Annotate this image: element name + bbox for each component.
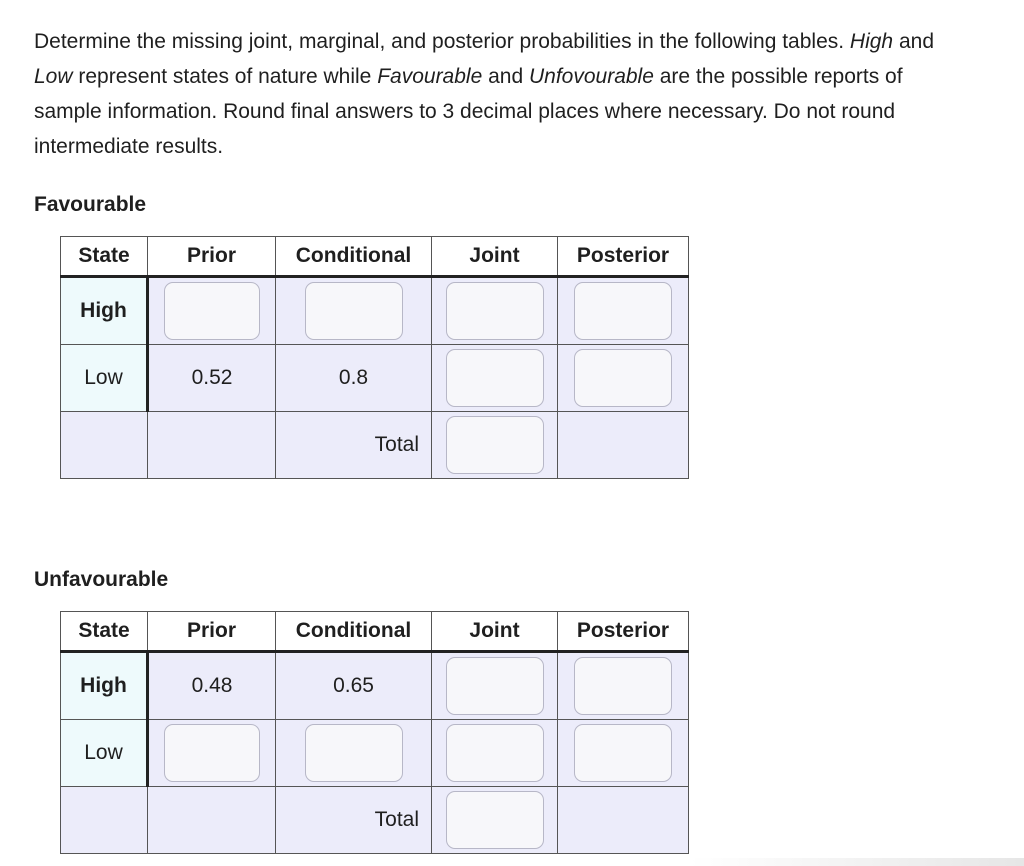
favourable-row-high bbox=[61, 277, 689, 345]
conditional-cell bbox=[276, 277, 432, 345]
instructions-text bbox=[34, 24, 964, 164]
joint-cell bbox=[432, 412, 558, 479]
conditional-cell bbox=[276, 720, 432, 787]
favourable-table bbox=[60, 236, 689, 479]
empty-cell bbox=[148, 412, 276, 479]
instructions-and-2: and bbox=[482, 65, 529, 88]
joint-cell bbox=[432, 720, 558, 787]
state-cell: Low bbox=[61, 720, 148, 787]
posterior-cell bbox=[558, 720, 689, 787]
state-cell: High bbox=[61, 277, 148, 345]
state-cell: Low bbox=[61, 345, 148, 412]
joint-cell bbox=[432, 345, 558, 412]
empty-cell bbox=[148, 787, 276, 854]
instructions-favourable: Favourable bbox=[377, 65, 483, 88]
unfav-high-joint-input[interactable] bbox=[446, 657, 544, 715]
instructions-high: High bbox=[849, 30, 894, 53]
unfavourable-title: Unfavourable bbox=[34, 568, 169, 591]
unfav-low-joint-input[interactable] bbox=[446, 724, 544, 782]
empty-cell bbox=[61, 787, 148, 854]
prior-cell bbox=[148, 720, 276, 787]
instructions-part-3: are the possible reports of sample information. Round final answers to 3 decimal places where necessary. Do not round intermediate results. bbox=[34, 65, 903, 158]
unfavourable-row-high bbox=[61, 652, 689, 720]
header-joint: Joint bbox=[432, 612, 558, 652]
conditional-value: 0.8 bbox=[276, 345, 432, 412]
prior-value: 0.48 bbox=[148, 652, 276, 720]
unfav-total-joint-input[interactable] bbox=[446, 791, 544, 849]
unfav-low-conditional-input[interactable] bbox=[305, 724, 403, 782]
instructions-low: Low bbox=[34, 65, 73, 88]
unfavourable-table bbox=[60, 611, 689, 854]
fav-high-joint-input[interactable] bbox=[446, 282, 544, 340]
favourable-title: Favourable bbox=[34, 193, 147, 216]
fav-low-posterior-input[interactable] bbox=[574, 349, 672, 407]
header-prior: Prior bbox=[148, 237, 276, 277]
header-joint: Joint bbox=[432, 237, 558, 277]
fav-high-conditional-input[interactable] bbox=[305, 282, 403, 340]
instructions-unfavourable: Unfovourable bbox=[528, 65, 654, 88]
total-label: Total bbox=[276, 787, 432, 854]
page-edge-shadow bbox=[690, 858, 1024, 866]
favourable-row-low bbox=[61, 345, 689, 412]
fav-low-joint-input[interactable] bbox=[446, 349, 544, 407]
empty-cell bbox=[61, 412, 148, 479]
instructions-part-2: represent states of nature while bbox=[72, 65, 378, 88]
joint-cell bbox=[432, 652, 558, 720]
favourable-row-total bbox=[61, 412, 689, 479]
fav-total-joint-input[interactable] bbox=[446, 416, 544, 474]
header-prior: Prior bbox=[148, 612, 276, 652]
total-label: Total bbox=[276, 412, 432, 479]
unfav-high-posterior-input[interactable] bbox=[574, 657, 672, 715]
conditional-value: 0.65 bbox=[276, 652, 432, 720]
posterior-cell bbox=[558, 652, 689, 720]
empty-cell bbox=[558, 787, 689, 854]
fav-high-prior-input[interactable] bbox=[164, 282, 260, 340]
state-cell: High bbox=[61, 652, 148, 720]
prior-cell bbox=[148, 277, 276, 345]
prior-value: 0.52 bbox=[148, 345, 276, 412]
favourable-header-row bbox=[61, 237, 689, 277]
header-conditional: Conditional bbox=[276, 612, 432, 652]
unfav-low-posterior-input[interactable] bbox=[574, 724, 672, 782]
header-state: State bbox=[61, 237, 148, 277]
fav-high-posterior-input[interactable] bbox=[574, 282, 672, 340]
header-conditional: Conditional bbox=[276, 237, 432, 277]
unfavourable-row-low bbox=[61, 720, 689, 787]
unfavourable-header-row bbox=[61, 612, 689, 652]
unfavourable-row-total bbox=[61, 787, 689, 854]
unfav-low-prior-input[interactable] bbox=[164, 724, 260, 782]
header-posterior: Posterior bbox=[558, 237, 689, 277]
header-posterior: Posterior bbox=[558, 612, 689, 652]
instructions-and-1: and bbox=[893, 30, 934, 53]
instructions-part-1: Determine the missing joint, marginal, and posterior probabilities in the following tables. bbox=[34, 30, 850, 53]
header-state: State bbox=[61, 612, 148, 652]
empty-cell bbox=[558, 412, 689, 479]
posterior-cell bbox=[558, 345, 689, 412]
joint-cell bbox=[432, 277, 558, 345]
posterior-cell bbox=[558, 277, 689, 345]
joint-cell bbox=[432, 787, 558, 854]
